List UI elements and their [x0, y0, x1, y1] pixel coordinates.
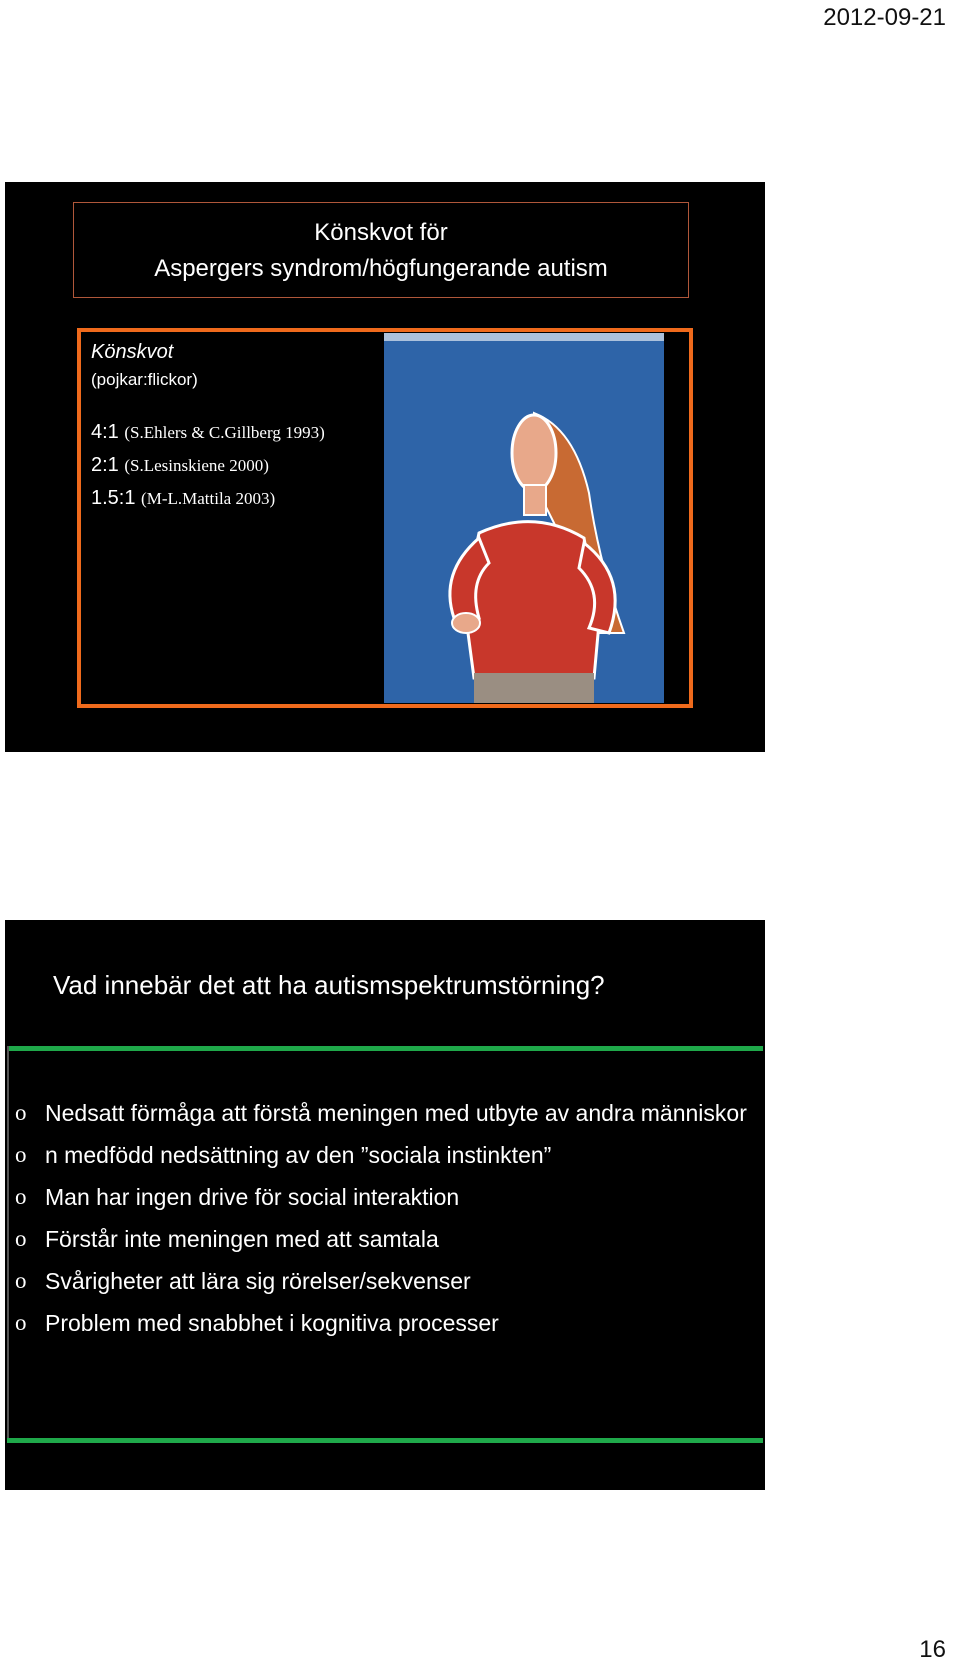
- ratio-row: [91, 482, 325, 515]
- ratio-content-box: [77, 328, 693, 708]
- green-divider-top: [7, 1046, 763, 1051]
- list-item: o n medfödd nedsättning av den ”sociala instinkten”: [15, 1138, 755, 1172]
- bullet-marker: o: [15, 1100, 27, 1125]
- list-item: o Problem med snabbhet i kognitiva processer: [15, 1306, 755, 1340]
- list-item: o Svårigheter att lära sig rörelser/sekvenser: [15, 1264, 755, 1298]
- ratio-sublabel: (pojkar:flickor): [91, 370, 198, 389]
- ratio-source: (S.Lesinskiene 2000): [124, 456, 269, 475]
- ratio-value: 1.5:1: [91, 487, 136, 509]
- shirt-shape: [464, 522, 599, 678]
- page-date: 2012-09-21: [823, 4, 946, 31]
- bullet-list: [15, 1096, 755, 1348]
- page-number: 16: [919, 1636, 946, 1663]
- left-border: [7, 1046, 9, 1442]
- list-item: o Förstår inte meningen med att samtala: [15, 1222, 755, 1256]
- slide-autism-spectrum: [5, 920, 765, 1490]
- slide-title: Vad innebär det att ha autismspektrumstörning?: [53, 970, 605, 1000]
- list-item: o Man har ingen drive för social interaktion: [15, 1180, 755, 1214]
- bullet-marker: o: [15, 1268, 27, 1293]
- ratio-text-block: [91, 338, 325, 515]
- slide-title-line-2: Aspergers syndrom/högfungerande autism: [154, 255, 608, 282]
- slide-title-line-1: Könskvot för: [314, 219, 448, 246]
- bullet-marker: o: [15, 1310, 27, 1335]
- ratio-value: 4:1: [91, 421, 119, 443]
- slide-title-box: [73, 202, 689, 298]
- ratio-source: (S.Ehlers & C.Gillberg 1993): [124, 423, 325, 442]
- head-shape: [512, 415, 556, 491]
- bullet-marker: o: [15, 1142, 27, 1167]
- green-divider-bottom: [7, 1438, 763, 1443]
- bullet-marker: o: [15, 1184, 27, 1209]
- ratio-row: [91, 416, 325, 449]
- slide-gender-ratio: [5, 182, 765, 752]
- ratio-row: [91, 449, 325, 482]
- girl-illustration: [384, 333, 664, 703]
- ratio-value: 2:1: [91, 454, 119, 476]
- ratio-source: (M-L.Mattila 2003): [141, 489, 276, 508]
- list-item: o Nedsatt förmåga att förstå meningen med utbyte av andra människor: [15, 1096, 755, 1130]
- ratio-label: Könskvot: [91, 341, 174, 363]
- bullet-marker: o: [15, 1226, 27, 1251]
